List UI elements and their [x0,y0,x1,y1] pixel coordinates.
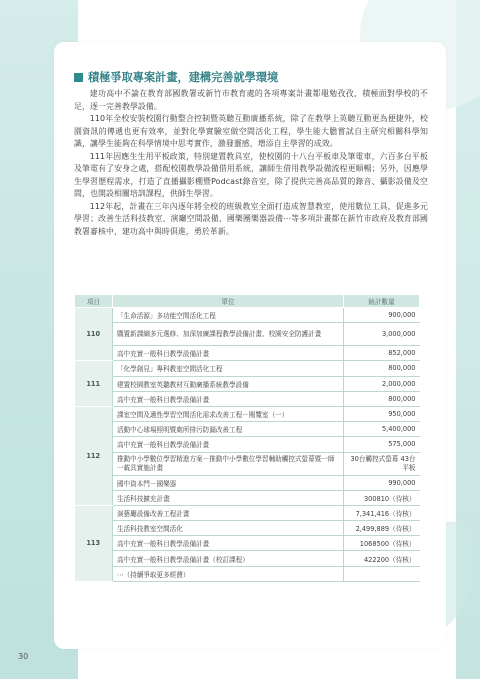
header-quantity: 統計數量 [344,295,420,308]
year-cell: 113 [75,505,113,581]
table-row [75,536,420,551]
section-title-text: 積極爭取專案計畫，建構完善就學環境 [88,71,279,84]
qty-cell: 990,000 [344,475,420,490]
year-cell: 112 [75,406,113,505]
item-cell: 演藝廳設備改善工程計畫 [112,505,343,520]
item-cell: 國中資本門－國樂器 [112,475,343,490]
qty-cell: 5,400,000 [344,422,420,437]
page-number: 30 [18,652,29,661]
table-header-row [75,295,420,308]
item-cell: 高中充實一般科目教學設備計畫 [112,391,343,406]
table-row [75,521,420,536]
qty-cell: 422200（待核） [344,551,420,566]
table-row [75,361,420,376]
paragraph-112: 112年起，計畫在三年內逐年將全校的班級教室全面打造成智慧教室，使用數位工具，促進多元學習；改善生活科技教室、演廳空間設備、國樂團樂器設備⋯等多項計畫都在新竹市政府及教育部國教署審核中，建功高中與時俱進，勇於革新。 [74,201,428,236]
table-row [75,376,420,391]
item-cell: ⋯（持續爭取更多經費） [112,566,343,581]
square-bullet-icon [74,73,83,82]
table-row [75,505,420,520]
table-row [75,323,420,346]
item-cell: 生活科技擴充計畫 [112,490,343,505]
qty-cell: 575,000 [344,437,420,452]
item-cell: 建置校園教室英聽教材互動廣播系統教學設備 [112,376,343,391]
item-cell: 生活科技教室空間活化 [112,521,343,536]
year-cell: 111 [75,361,113,407]
qty-cell: 800,000 [344,391,420,406]
qty-cell: 852,000 [344,346,420,361]
paragraph-110: 110年全校安裝校園行動整合控制暨英聽互動廣播系統，除了在教學上英聽互動更為便捷外，校園資訊的傳遞也更有效率，並對化學實驗室做空間活化工程，學生能大膽嘗試自主研究相關科學知識，讓學生能夠在科學情境中思考實作，激發靈感，增添自主學習的成效。 [74,114,428,148]
qty-cell: 1068500（待核） [344,536,420,551]
item-cell: 高中充實一般科目教學設備計畫 [112,346,343,361]
table-row [75,346,420,361]
table-row [75,406,420,421]
qty-cell: 2,000,000 [344,376,420,391]
item-cell: 「生命活源」多功能空間活化工程 [112,308,343,323]
header-year: 項目 [75,295,113,308]
body-text [74,88,428,238]
table-row [75,308,420,323]
paragraph-111: 111年因應生生用平板政策，特別建置教具室，使校園的十八台平板車及筆電車，六百多台平板及筆電有了安身之處，搭配校園教學設備借用系統，讓師生借用教學設備流程更順暢；另外，因應學生學習歷程需求，打造了直播攝影棚暨Podcast錄音室，除了提供完善高品質的錄音、攝影設備及空間，也開設相關培訓課程，供師生學習。 [74,151,428,198]
paragraph-intro: 建功高中不論在教育部國教署或新竹市教育處的各項專案計畫都黽勉孜孜，積極面對學校的不足，逐一完善教學設備。 [74,89,428,111]
item-cell: 課室空間及適性學習空間活化需求改善工程－閱覽室（一） [112,406,343,421]
table-row [75,490,420,505]
item-cell: 活動中心球場照明暨廁所排污防漏改善工程 [112,422,343,437]
table-row [75,452,420,475]
table-row [75,422,420,437]
table-row [75,475,420,490]
table-row [75,566,420,581]
item-cell: 高中充實一般科目教學設備計畫 [112,437,343,452]
funding-table [74,294,420,582]
header-item: 單位 [112,295,343,308]
table-row [75,391,420,406]
item-cell: 購置新課綱多元選修、加深加廣課程教學設備計畫、校園安全防護計畫 [112,323,343,346]
item-cell: 「化學創見」專科教室空間活化工程 [112,361,343,376]
qty-cell: 300810（待核） [344,490,420,505]
qty-cell: 7,341,416（待核） [344,505,420,520]
table-row [75,437,420,452]
qty-cell: 900,000 [344,308,420,323]
qty-cell: 3,000,000 [344,323,420,346]
item-cell: 高中充實一般科目教學設備計畫 [112,536,343,551]
item-cell: 推動中小學數位學習精進方案－推動中小學數位學習輔助觸控式螢幕暨一師一載具實施計畫 [112,452,343,475]
section-heading [74,68,434,86]
qty-cell: 30台觸控式螢幕 43台平板 [344,452,420,475]
qty-cell [344,566,420,581]
year-cell: 110 [75,308,113,361]
table-row [75,551,420,566]
qty-cell: 800,000 [344,361,420,376]
qty-cell: 2,499,889（待核） [344,521,420,536]
item-cell: 高中充實一般科目教學設備計畫（校訂課程） [112,551,343,566]
qty-cell: 950,000 [344,406,420,421]
